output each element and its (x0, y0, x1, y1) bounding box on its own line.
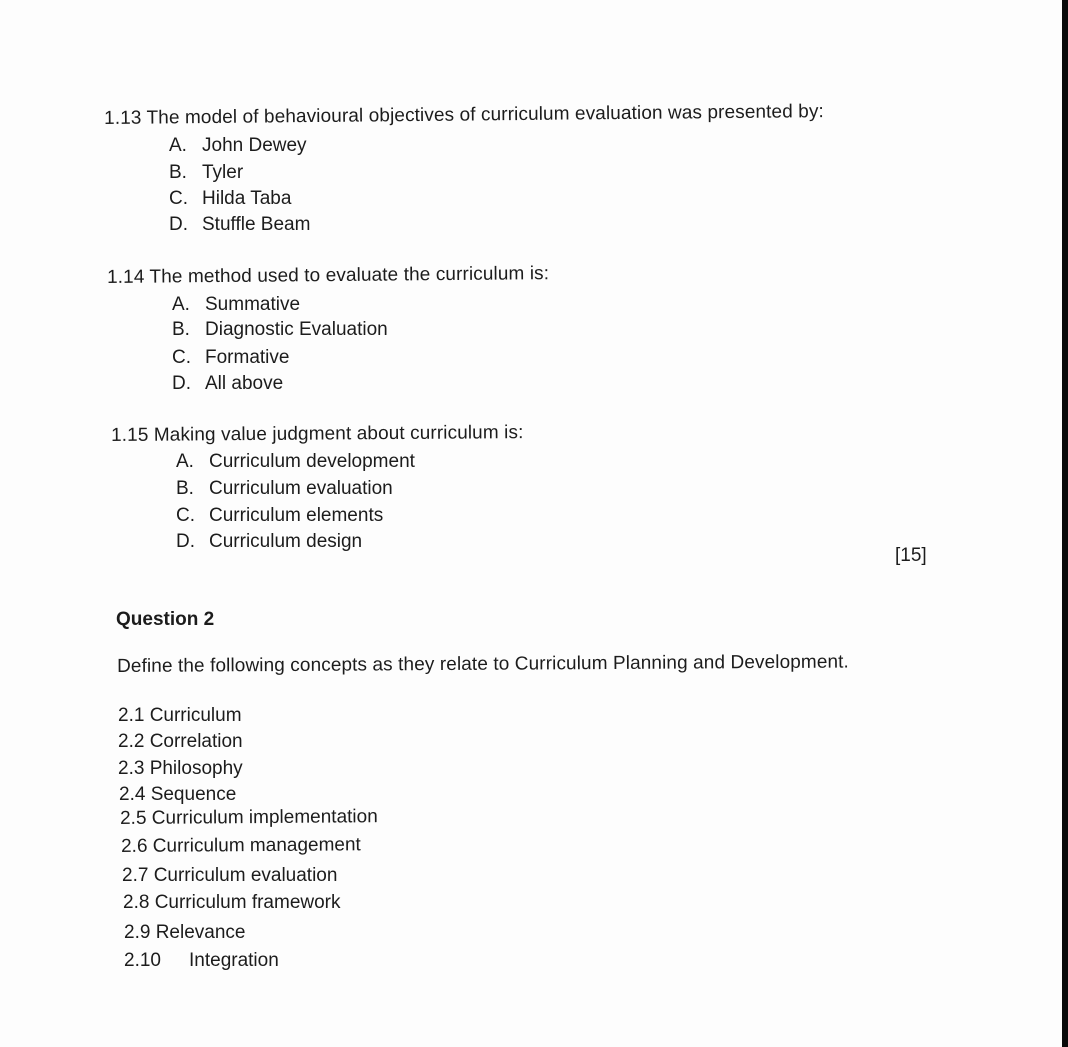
option-text: Curriculum development (209, 451, 415, 472)
option-letter: B. (176, 478, 194, 499)
option-item (176, 531, 362, 553)
option-text: John Dewey (202, 135, 307, 156)
option-letter: C. (176, 505, 195, 526)
option-item (176, 505, 383, 527)
concept-text: Integration (189, 950, 279, 971)
option-letter: A. (169, 135, 187, 156)
option-letter: C. (172, 347, 191, 368)
option-text: Hilda Taba (202, 188, 292, 209)
option-letter: A. (176, 451, 194, 472)
option-text: Curriculum design (209, 531, 363, 552)
question-2-instruction: Define the following concepts as they relate to Curriculum Planning and Development. (117, 651, 849, 677)
option-item (172, 319, 388, 341)
question-1-14-stem: 1.14 The method used to evaluate the curriculum is: (107, 263, 550, 288)
option-letter: D. (176, 531, 195, 552)
concept-item: 2.4 Sequence (119, 784, 237, 805)
option-letter: D. (172, 373, 191, 394)
option-letter: D. (169, 214, 188, 235)
question-2-heading: Question 2 (116, 609, 215, 630)
concept-item: 2.7 Curriculum evaluation (122, 865, 338, 886)
option-text: Curriculum evaluation (209, 478, 393, 499)
option-letter: A. (172, 294, 190, 315)
concept-item: 2.2 Correlation (118, 731, 243, 752)
option-item (169, 162, 243, 184)
option-letter: C. (169, 188, 188, 209)
option-text: Formative (205, 347, 290, 368)
marks-total: [15] (895, 545, 927, 566)
question-1-13-stem: 1.13 The model of behavioural objectives of curriculum evaluation was presented by: (104, 101, 824, 129)
concept-item: 2.8 Curriculum framework (123, 892, 341, 913)
option-text: Summative (205, 294, 301, 315)
concept-item: 2.9 Relevance (124, 922, 246, 943)
option-letter: B. (172, 319, 190, 340)
option-item (172, 373, 283, 395)
option-item (169, 188, 291, 210)
concept-number: 2.10 (124, 950, 161, 971)
question-1-15-stem: 1.15 Making value judgment about curriculum is: (111, 422, 524, 446)
option-text: Tyler (202, 162, 244, 183)
option-text: Diagnostic Evaluation (205, 319, 388, 340)
option-item (172, 294, 300, 316)
concept-item: 2.3 Philosophy (118, 758, 243, 779)
option-item (176, 451, 415, 473)
option-text: Stuffle Beam (202, 214, 311, 235)
concept-item: 2.6 Curriculum management (121, 834, 361, 857)
option-item (176, 478, 393, 500)
option-item (172, 347, 289, 369)
option-text: All above (205, 373, 284, 394)
option-text: Curriculum elements (209, 505, 384, 526)
concept-item (124, 950, 279, 972)
option-letter: B. (169, 162, 187, 183)
concept-item: 2.1 Curriculum (118, 705, 242, 726)
concept-item: 2.5 Curriculum implementation (120, 806, 378, 829)
option-item (169, 135, 307, 157)
scan-border (1062, 0, 1068, 1047)
option-item (169, 214, 310, 236)
